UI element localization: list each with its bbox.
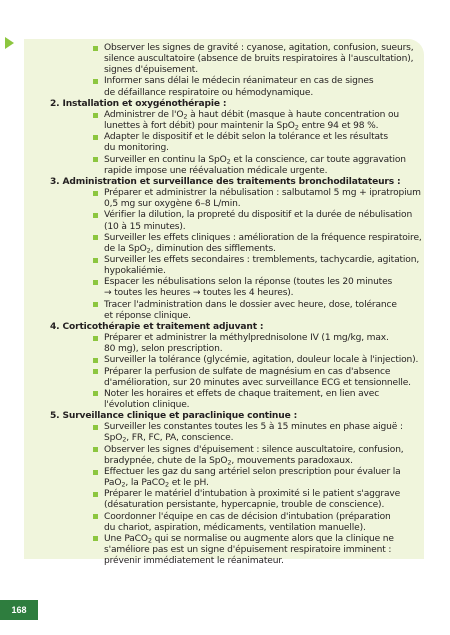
list-item-line: Surveiller les effets secondaires : tremblements, tachycardie, agitation,: [104, 254, 420, 265]
list-item-line: Une PaCO$_2$ qui se normalise ou augmente alors que la clinique ne: [104, 533, 394, 545]
square-bullet-icon: [93, 302, 98, 307]
list-item-line: Espacer les nébulisations selon la réponse (toutes les 20 minutes: [104, 277, 393, 288]
list-item-line: Préparer et administrer la nébulisation : salbutamol 5 mg + ipratropium: [104, 188, 421, 199]
square-bullet-icon: [93, 358, 98, 363]
square-bullet-icon: [93, 336, 98, 341]
list-item: [48, 254, 420, 277]
list-item: [48, 355, 419, 366]
square-bullet-icon: [93, 235, 98, 240]
list-item-line: → toutes les heures → toutes les 4 heures).: [104, 288, 294, 299]
list-item: [48, 110, 414, 132]
list-item-line: bradypnée, chute de la SpO$_2$, mouvements paradoxaux.: [104, 455, 353, 467]
list-item-line: Observer les signes de gravité : cyanose, agitation, confusion, sueurs,: [104, 43, 414, 53]
list-item: [48, 232, 422, 255]
list-item-line: Vérifier la dilution, la propreté du dispositif et la durée de nébulisation: [104, 210, 413, 221]
section-5: [48, 411, 414, 567]
list-item: [48, 512, 414, 534]
list-item-line: Surveiller la tolérance (glycémie, agitation, douleur locale à l'injection).: [104, 355, 419, 366]
page-number: 168: [11, 605, 27, 615]
list-item-line: d'amélioration, sur 20 minutes avec surveillance ECG et tensionnelle.: [104, 377, 411, 388]
list-item-line: Effectuer les gaz du sang artériel selon prescription pour évaluer la: [104, 466, 401, 477]
list-item-line: Préparer le matériel d'intubation à proximité si le patient s'aggrave: [104, 489, 401, 500]
square-bullet-icon: [93, 447, 98, 452]
square-bullet-icon: [93, 536, 98, 541]
section-heading: 5. Surveillance clinique et paraclinique continue :: [50, 411, 298, 422]
list-item: [48, 188, 421, 210]
square-bullet-icon: [93, 258, 98, 263]
list-item-line: 80 mg), selon prescription.: [104, 344, 223, 355]
list-item: [48, 300, 414, 322]
list-item-line: Surveiller en continu la SpO$_2$ et la conscience, car toute aggravation: [104, 154, 406, 166]
section-2: [48, 99, 414, 177]
list-item-line: s'améliore pas est un signe d'épuisement respiratoire imminent :: [104, 545, 392, 556]
list-item: [48, 534, 414, 567]
list-item-line: SpO$_2$, FR, FC, PA, conscience.: [104, 433, 234, 444]
list-item: [48, 76, 414, 98]
list-item: [48, 367, 414, 389]
list-item: [48, 132, 414, 154]
list-item-line: Informer sans délai le médecin réanimateur en cas de signes: [104, 76, 374, 87]
square-bullet-icon: [93, 157, 98, 162]
list-item-line: de défaillance respiratoire ou hémodynamique.: [104, 87, 314, 98]
list-item: [48, 210, 414, 232]
list-item-line: 0,5 mg sur oxygène 6–8 L/min.: [104, 199, 241, 210]
list-item-line: prévenir immédiatement le réanimateur.: [104, 556, 284, 567]
list-item-line: silence auscultatoire (absence de bruits respiratoires à l'auscultation),: [104, 54, 414, 65]
section-3: [48, 176, 422, 322]
nursing-care-box: [24, 39, 424, 567]
list-item-line: et réponse clinique.: [104, 310, 191, 321]
list-item-line: Surveiller les constantes toutes les 5 à 15 minutes en phase aiguë :: [104, 422, 403, 433]
list-item-line: Préparer la perfusion de sulfate de magnésium en cas d'absence: [104, 366, 391, 377]
list-item: [48, 445, 414, 467]
list-item-line: Adapter le dispositif et le débit selon la tolérance et les résultats: [104, 132, 388, 143]
square-bullet-icon: [93, 213, 98, 218]
section-4: [48, 321, 419, 411]
list-item-line: Coordonner l'équipe en cas de décision d'intubation (préparation: [104, 511, 391, 522]
list-item-line: Préparer et administrer la méthylprednisolone IV (1 mg/kg, max.: [104, 333, 389, 344]
list-item: [48, 333, 414, 355]
square-bullet-icon: [93, 113, 98, 118]
list-item-line: (10 à 15 minutes).: [104, 221, 186, 232]
list-item: [48, 155, 414, 177]
section-heading: 2. Installation et oxygénothérapie :: [50, 98, 227, 109]
section-heading: 4. Corticothérapie et traitement adjuvant :: [50, 321, 264, 332]
square-bullet-icon: [93, 514, 98, 519]
list-item-line: lunettes à fort débit) pour maintenir la SpO$_2$ entre 94 et 98 %.: [104, 121, 379, 132]
list-item-line: Noter les horaires et effets de chaque traitement, en lien avec: [104, 388, 380, 399]
square-bullet-icon: [93, 470, 98, 475]
list-item-line: rapide impose une réévaluation médicale urgente.: [104, 165, 328, 176]
list-item-line: Tracer l'administration dans le dossier avec heure, dose, tolérance: [104, 299, 397, 310]
list-item-line: Observer les signes d'épuisement : silence auscultatoire, confusion,: [104, 444, 404, 455]
list-item-line: du monitoring.: [104, 143, 169, 154]
list-item-line: l'évolution clinique.: [104, 400, 190, 410]
list-item-line: du chariot, aspiration, médicaments, ventilation manuelle).: [104, 522, 366, 533]
list-item-line: signes d'épuisement.: [104, 65, 198, 76]
list-item-line: Surveiller les effets cliniques : amélioration de la fréquence respiratoire,: [104, 232, 422, 243]
list-item: [48, 467, 414, 489]
section-continuation-arrow-icon: [5, 37, 14, 49]
square-bullet-icon: [93, 79, 98, 84]
square-bullet-icon: [93, 191, 98, 196]
list-item-line: hypokaliémie.: [104, 266, 166, 277]
list-item-line: de la SpO$_2$, diminution des sifflements.: [104, 243, 276, 255]
list-item-line: (désaturation persistante, hypercapnie, trouble de conscience).: [104, 500, 385, 511]
list-item-line: Administrer de $l'O_2$ à haut débit (masque à haute concentration ou: [104, 109, 400, 121]
list-item: [48, 489, 414, 511]
square-bullet-icon: [93, 46, 98, 51]
square-bullet-icon: [93, 492, 98, 497]
list-item: [48, 422, 414, 444]
square-bullet-icon: [93, 425, 98, 430]
square-bullet-icon: [93, 391, 98, 396]
section-1: [48, 43, 414, 99]
list-item: [48, 389, 414, 411]
square-bullet-icon: [93, 369, 98, 374]
square-bullet-icon: [93, 135, 98, 140]
list-item-line: PaO$_2$, la PaCO$_2$ et le pH.: [104, 478, 209, 489]
section-heading: 3. Administration et surveillance des traitements bronchodilatateurs :: [50, 176, 401, 187]
square-bullet-icon: [93, 280, 98, 285]
list-item: [48, 277, 414, 299]
list-item: [48, 43, 414, 76]
